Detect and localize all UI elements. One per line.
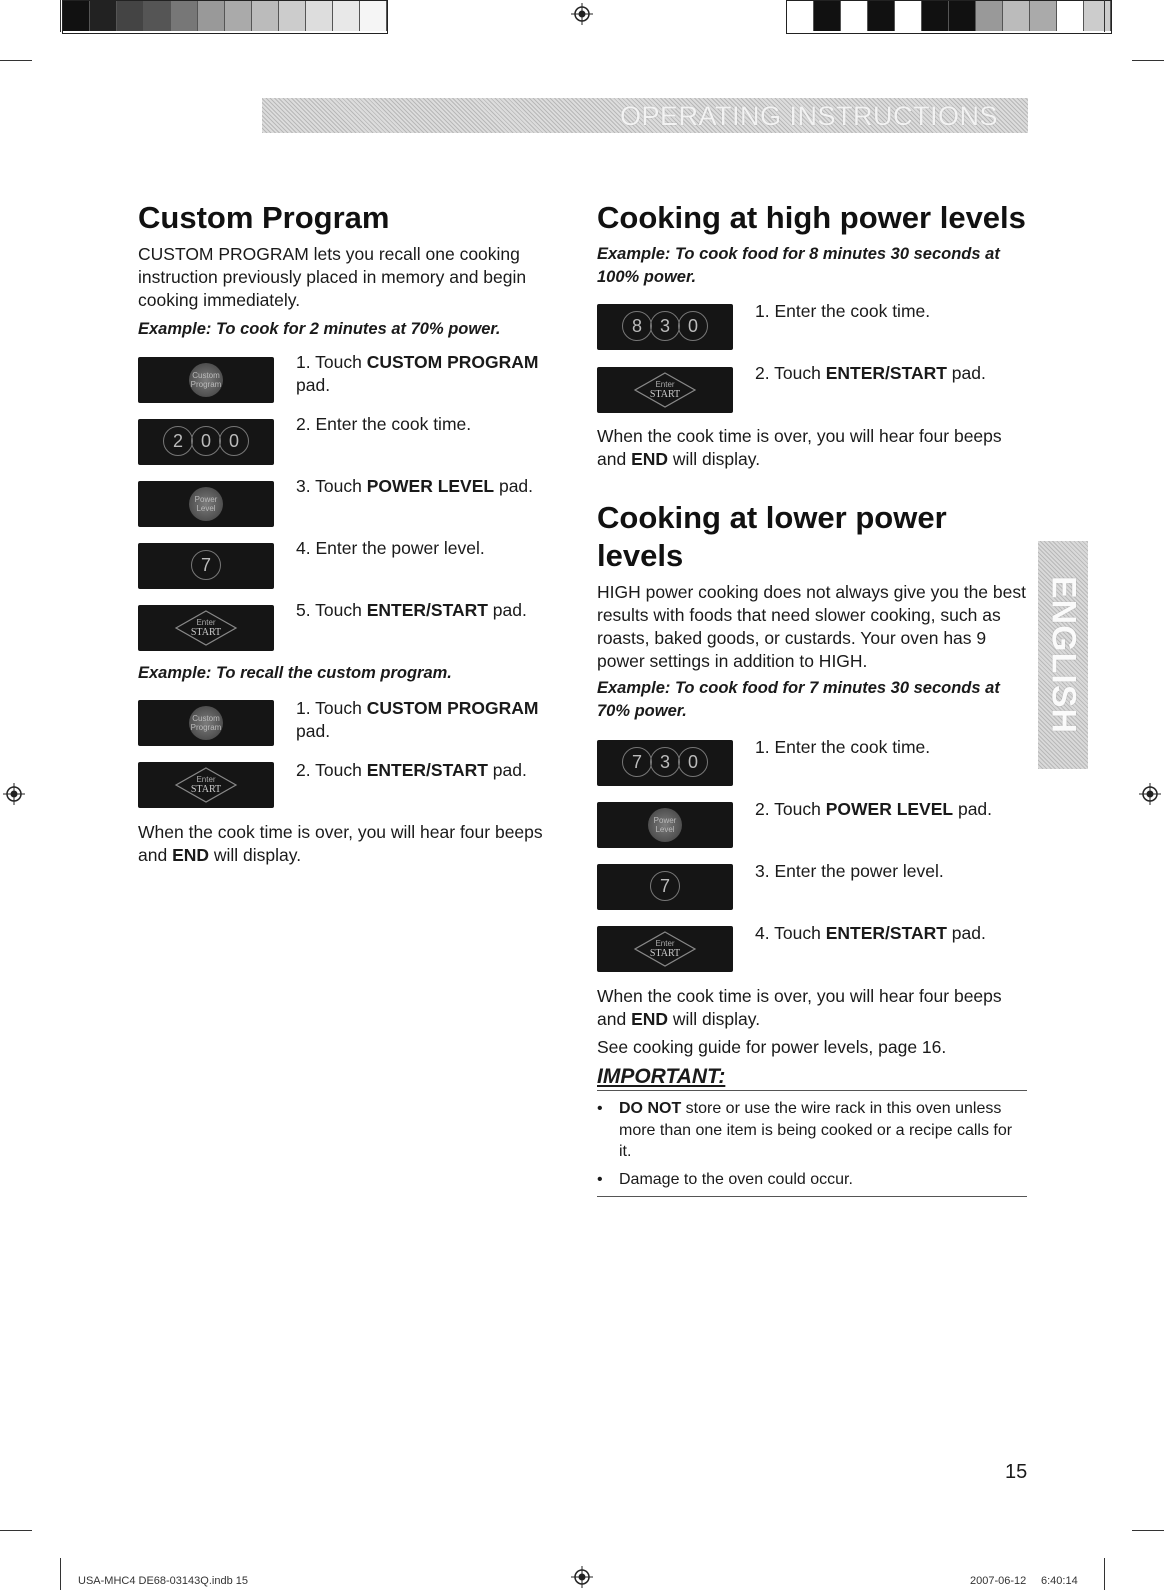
power-level-pad-image: Power Level <box>597 802 733 848</box>
crop-mark <box>1132 1530 1164 1531</box>
recall-step-2: 2. Touch ENTER/START pad. <box>296 760 527 780</box>
lower-step-4: 4. Touch ENTER/START pad. <box>755 923 986 943</box>
high-power-heading: Cooking at high power levels <box>597 200 1026 235</box>
important-bullet: • DO NOT store or use the wire rack in this oven unless more than one item is being cooked or a recipe calls for it. <box>597 1100 1013 1160</box>
important-list <box>597 1098 1027 1197</box>
enter-start-diamond-icon <box>174 766 238 804</box>
svg-text:Enter: Enter <box>655 939 675 948</box>
svg-text:Enter: Enter <box>196 618 216 627</box>
see-guide-note: See cooking guide for power levels, page 16. <box>597 1037 947 1057</box>
crop-mark <box>1132 60 1164 61</box>
lower-step-2: 2. Touch POWER LEVEL pad. <box>755 799 993 819</box>
svg-text:Enter: Enter <box>196 775 216 784</box>
color-bar-left <box>62 0 388 34</box>
important-box <box>597 1064 1027 1091</box>
language-tab <box>1038 541 1088 769</box>
cook-time-730-pad-image: 7 3 0 <box>597 740 733 786</box>
custom-program-example-1: Example: To cook for 2 minutes at 70% power. <box>138 320 501 338</box>
language-tab-label: ENGLISH <box>1044 575 1083 735</box>
high-step-2: 2. Touch ENTER/START pad. <box>755 363 986 383</box>
custom-program-end-note: When the cook time is over, you will hear four beeps and END will display. <box>138 822 543 865</box>
crop-mark <box>1104 0 1105 32</box>
custom-step-1: 1. Touch CUSTOM PROGRAM pad. <box>296 352 539 395</box>
svg-text:START: START <box>649 389 681 400</box>
svg-text:START: START <box>649 948 681 959</box>
svg-text:Enter: Enter <box>655 380 675 389</box>
lower-step-1: 1. Enter the cook time. <box>755 737 931 757</box>
enter-start-diamond-icon <box>174 609 238 647</box>
crop-mark <box>1104 1558 1105 1590</box>
power-level-pad-image: Power Level <box>138 481 274 527</box>
crop-mark <box>60 1558 61 1590</box>
lower-power-example: Example: To cook food for 7 minutes 30 seconds at 70% power. <box>597 679 1000 720</box>
section-banner <box>262 98 1028 133</box>
crop-mark <box>0 1530 32 1531</box>
custom-program-example-2: Example: To recall the custom program. <box>138 664 452 682</box>
lower-power-heading: Cooking at lower power levels <box>597 500 947 573</box>
cook-time-200-pad-image: 2 0 0 <box>138 419 274 465</box>
registration-mark-icon <box>571 3 593 25</box>
power-7-pad-image: 7 <box>138 543 274 589</box>
high-power-end-note: When the cook time is over, you will hear four beeps and END will display. <box>597 426 1002 469</box>
lower-power-intro: HIGH power cooking does not always give you the best results with foods that need slower cooking, such as roasts, baked goods, or custards. Your oven has 9 power settings in addition to HIGH. <box>597 582 1026 671</box>
footer-date: 2007-06-12 <box>970 1575 1027 1587</box>
banner-title: OPERATING INSTRUCTIONS <box>619 101 998 131</box>
footer-time: 6:40:14 <box>1041 1575 1078 1587</box>
enter-start-pad-image <box>597 367 733 413</box>
custom-step-4: 4. Enter the power level. <box>296 538 485 558</box>
enter-start-pad-image <box>138 605 274 651</box>
custom-step-2: 2. Enter the cook time. <box>296 414 472 434</box>
enter-start-diamond-icon <box>633 371 697 409</box>
custom-step-5: 5. Touch ENTER/START pad. <box>296 600 527 620</box>
registration-mark-icon <box>3 783 25 805</box>
custom-program-pad-image: Custom Program <box>138 700 274 746</box>
recall-step-1: 1. Touch CUSTOM PROGRAM pad. <box>296 698 539 741</box>
important-title: IMPORTANT: <box>597 1065 726 1088</box>
lower-power-end-note: When the cook time is over, you will hear four beeps and END will display. <box>597 986 1002 1029</box>
important-bullet: • Damage to the oven could occur. <box>597 1170 853 1188</box>
custom-program-intro: CUSTOM PROGRAM lets you recall one cooking instruction previously placed in memory and begin cooking immediately. <box>138 244 527 310</box>
registration-mark-icon <box>571 1566 593 1588</box>
high-power-example: Example: To cook food for 8 minutes 30 seconds at 100% power. <box>597 245 1000 286</box>
color-bar-right <box>786 0 1112 34</box>
page-number: 15 <box>1005 1461 1028 1483</box>
crop-mark <box>60 0 61 32</box>
lower-step-3: 3. Enter the power level. <box>755 861 944 881</box>
custom-program-heading: Custom Program <box>138 200 390 235</box>
crop-mark <box>0 60 32 61</box>
footer-file-slug: USA-MHC4 DE68-03143Q.indb 15 <box>78 1575 248 1587</box>
enter-start-pad-image <box>138 762 274 808</box>
custom-program-pad-image: Custom Program <box>138 357 274 403</box>
registration-mark-icon <box>1139 783 1161 805</box>
power-7-pad-image: 7 <box>597 864 733 910</box>
svg-text:START: START <box>190 784 222 795</box>
enter-start-pad-image <box>597 926 733 972</box>
cook-time-830-pad-image: 8 3 0 <box>597 304 733 350</box>
high-step-1: 1. Enter the cook time. <box>755 301 931 321</box>
custom-step-3: 3. Touch POWER LEVEL pad. <box>296 476 534 496</box>
enter-start-diamond-icon <box>633 930 697 968</box>
svg-text:START: START <box>190 627 222 638</box>
